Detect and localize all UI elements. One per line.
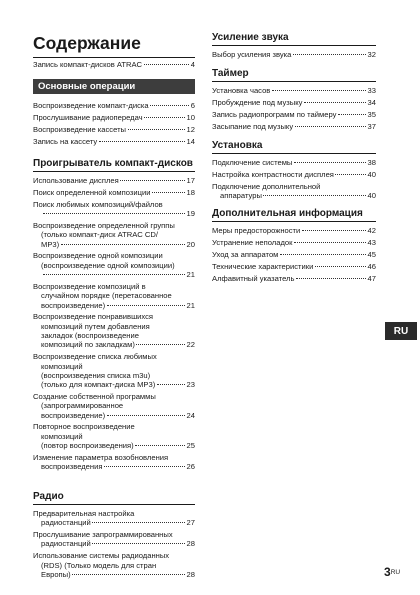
toc-entry-text: воспроизведение) [41,300,106,310]
leader-dots [72,574,185,575]
section-radio [33,491,195,582]
toc-entry-text: Установка часов [212,86,271,95]
toc-entry-text: Меры предосторожности [212,226,301,235]
page-number [384,565,400,579]
leader-dots [61,244,185,245]
toc-entry-text: Технические характеристики [212,261,314,271]
toc-entry[interactable] [33,101,195,110]
toc-entry-text: Запись на кассету [33,136,98,146]
toc-entry-text: Пробуждение под музыку [212,97,303,107]
section-amplification [212,32,376,62]
page-number-value: 3 [384,565,391,579]
toc-entry-text: (только компакт-диск ATRAC CD/ [41,230,158,240]
toc-entry-text: Прослушивание запрограммированных [33,530,173,540]
leader-dots [335,174,366,175]
toc-entry-page: 26 [186,462,195,472]
toc-entry-text: Предварительная настройка [33,509,135,518]
toc-entry-page: 28 [186,539,195,549]
toc-entry[interactable] [212,98,376,107]
toc-entry-page: 38 [367,158,376,167]
toc-entry-text: Повторное воспроизведение [33,422,135,432]
toc-entry-text: Воспроизведение кассеты [33,124,127,134]
toc-entry-text: Использование системы радиоданных [33,551,170,561]
toc-entry[interactable] [33,453,195,472]
toc-entry[interactable] [33,137,195,146]
section-heading: Установка [212,140,376,154]
page-title: Содержание [33,32,195,58]
toc-entry[interactable] [212,262,376,271]
leader-dots [136,344,185,345]
toc-entry-text: Подключение дополнительной [212,181,321,191]
section-heading: Усиление звука [212,32,376,46]
toc-entry-page: 6 [190,101,195,110]
lead-toc-list [33,60,195,72]
toc-entry[interactable] [212,122,376,131]
toc-entry-page: 42 [367,226,376,235]
toc-list-basic [33,101,195,149]
toc-entry-page: 34 [367,97,376,107]
toc-entry[interactable] [212,110,376,119]
toc-entry-text: Засыпание под музыку [212,121,294,131]
toc-entry[interactable] [33,509,195,528]
toc-entry-text: Подключение системы [212,158,293,167]
leader-dots [135,445,185,446]
toc-entry[interactable] [33,282,195,310]
toc-entry-text: Воспроизведение определенной группы [33,220,175,230]
toc-entry-text: закладок (воспроизведение [41,331,139,341]
toc-entry-text: композиций [41,361,83,371]
toc-entry-page: 25 [186,441,195,451]
toc-entry-page: 18 [186,187,195,197]
section-setup [212,140,376,203]
language-tab: RU [385,322,417,340]
leader-dots [280,254,366,255]
toc-entry-page: 12 [186,124,195,134]
toc-entry-page: 21 [186,270,195,280]
toc-entry-text: (повтор воспроизведения) [41,441,134,451]
toc-entry[interactable] [33,251,195,279]
toc-entry-text: (воспроизведения списка m3u) [41,370,151,380]
toc-entry-text: Прослушивание радиопередач [33,112,143,122]
toc-entry-page: 22 [186,340,195,350]
leader-dots [99,141,185,142]
leader-dots [315,266,366,267]
toc-entry[interactable] [33,200,195,219]
toc-entry-text: (RDS) (Только модель для стран [41,560,157,570]
toc-entry-text: Поиск любимых композиций/файлов [33,199,163,209]
section-cd-player [33,158,195,474]
toc-entry-page: 20 [186,239,195,249]
section-timer [212,68,376,134]
toc-entry-text: радиостанций [41,539,91,549]
toc-entry-page: 14 [186,136,195,146]
leader-dots [293,54,366,55]
toc-entry-page: 35 [367,109,376,119]
toc-entry-text: Алфавитный указатель [212,273,295,283]
leader-dots [128,129,186,130]
toc-entry-text: Уход за аппаратом [212,249,279,259]
leader-dots [152,192,185,193]
toc-entry[interactable] [33,312,195,349]
leader-dots [294,162,366,163]
leader-dots [43,274,186,275]
toc-entry-text: Создание собственной программы [33,391,156,401]
toc-entry-text: Воспроизведение одной композиции [33,251,163,261]
section-extra-info [212,208,376,285]
toc-entry-text: Поиск определенной композиции [33,187,151,197]
toc-entry-page: 32 [367,50,376,59]
section-heading: Дополнительная информация [212,208,376,222]
leader-dots [294,242,366,243]
toc-entry[interactable] [33,392,195,420]
toc-entry-text: MP3) [41,239,60,249]
toc-entry-page: 19 [186,209,195,219]
toc-entry-text: Использование дисплея [33,176,119,185]
leader-dots [263,195,366,196]
toc-entry-text: аппаратуры [220,191,262,201]
toc-entry-page: 40 [367,191,376,201]
toc-entry-text: Европы) [41,569,71,579]
leader-dots [157,384,185,385]
leader-dots [43,213,186,214]
toc-entry[interactable] [212,86,376,95]
toc-entry-page: 23 [186,380,195,390]
toc-entry[interactable] [33,530,195,549]
toc-entry[interactable] [33,113,195,122]
toc-entry-text: (запрограммированное [41,401,124,411]
toc-entry[interactable] [33,551,195,579]
toc-entry-text: радиостанций [41,518,91,528]
leader-dots [304,102,366,103]
toc-entry[interactable] [33,188,195,197]
section-heading: Таймер [212,68,376,82]
leader-dots [120,180,185,181]
leader-dots [144,64,190,65]
toc-entry-text: Воспроизведение компакт-диска [33,101,149,110]
toc-entry-text: Воспроизведение композиций в [33,281,146,291]
toc-entry[interactable] [33,125,195,134]
toc-entry-text: Запись радиопрограмм по таймеру [212,109,337,119]
toc-entry-page: 45 [367,249,376,259]
toc-entry[interactable] [212,158,376,167]
section-heading: Радио [33,491,195,505]
toc-entry-text: Запись компакт-дисков ATRAC [33,60,143,69]
leader-dots [92,522,185,523]
toc-entry[interactable] [212,250,376,259]
toc-entry[interactable] [212,182,376,201]
toc-entry-page: 47 [367,273,376,283]
section-heading: Проигрыватель компакт-дисков [33,158,195,172]
toc-entry-page: 4 [190,60,195,69]
toc-entry[interactable] [33,422,195,450]
toc-entry-text: воспроизведения [41,462,103,472]
toc-entry-text: Устранение неполадок [212,237,293,247]
toc-entry-text: композиций путем добавления [41,321,150,331]
toc-entry[interactable] [212,238,376,247]
leader-dots [338,114,366,115]
toc-entry-text: Настройка контрастности дисплея [212,169,334,179]
leader-dots [296,278,366,279]
toc-entry-text: воспроизведение) [41,410,106,420]
toc-entry-text: композиций [41,431,83,441]
toc-entry-page: 24 [186,410,195,420]
toc-entry-text: (воспроизведение одной композиции) [41,260,175,270]
toc-entry-text: Воспроизведение понравившихся [33,312,154,322]
page-number-suffix: RU [390,569,401,576]
toc-entry[interactable] [33,60,195,69]
toc-entry-page: 17 [186,176,195,185]
leader-dots [295,126,366,127]
leader-dots [92,543,185,544]
toc-entry[interactable] [33,176,195,185]
toc-entry-text: композиций по закладкам) [41,340,135,350]
toc-entry[interactable] [212,226,376,235]
toc-entry-page: 27 [186,518,195,528]
toc-entry-page: 28 [186,569,195,579]
toc-entry-text: Изменение параметра возобновления [33,452,169,462]
toc-entry[interactable] [212,274,376,283]
leader-dots [104,466,185,467]
toc-entry-page: 33 [367,86,376,95]
toc-entry[interactable] [212,50,376,59]
leader-dots [144,117,185,118]
toc-entry-page: 43 [367,237,376,247]
toc-entry-text: Воспроизведение списка любимых [33,352,157,362]
section-heading-basic: Основные операции [33,79,195,94]
toc-entry-page: 37 [367,121,376,131]
leader-dots [107,415,185,416]
toc-entry-text: (только для компакт-диска MP3) [41,380,156,390]
leader-dots [302,230,366,231]
leader-dots [150,105,189,106]
toc-entry-page: 21 [186,300,195,310]
leader-dots [107,305,185,306]
toc-entry[interactable] [212,170,376,179]
toc-entry[interactable] [33,352,195,389]
toc-entry-page: 10 [186,112,195,122]
leader-dots [272,90,366,91]
toc-entry-text: случайном порядке (перетасованное [41,291,172,301]
toc-entry-page: 40 [367,169,376,179]
toc-entry[interactable] [33,221,195,249]
toc-entry-text: Выбор усиления звука [212,50,292,59]
toc-entry-page: 46 [367,261,376,271]
